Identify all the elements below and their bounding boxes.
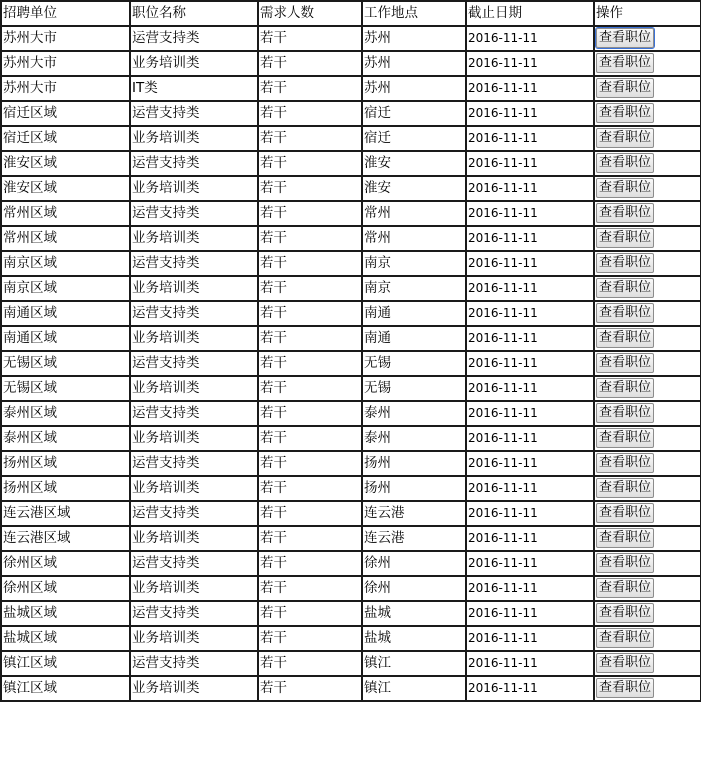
cell-position-name: 运营支持类 <box>130 501 258 526</box>
header-row <box>1 1 701 26</box>
view-position-button[interactable]: 查看职位 <box>596 578 654 598</box>
cell-position-name: 运营支持类 <box>130 201 258 226</box>
cell-action <box>594 151 701 176</box>
cell-action <box>594 676 701 701</box>
cell-headcount: 若干 <box>258 51 362 76</box>
cell-position-name: 业务培训类 <box>130 376 258 401</box>
cell-action <box>594 576 701 601</box>
cell-deadline: 2016-11-11 <box>466 226 594 251</box>
cell-deadline: 2016-11-11 <box>466 451 594 476</box>
cell-headcount: 若干 <box>258 626 362 651</box>
cell-action <box>594 276 701 301</box>
table-header <box>1 1 701 26</box>
header-headcount: 需求人数 <box>258 1 362 26</box>
cell-recruiting-unit: 徐州区域 <box>1 551 130 576</box>
cell-action <box>594 126 701 151</box>
table-body <box>1 26 701 701</box>
view-position-button[interactable]: 查看职位 <box>596 253 654 273</box>
view-position-button[interactable]: 查看职位 <box>596 528 654 548</box>
cell-work-location: 扬州 <box>362 451 466 476</box>
cell-position-name: 业务培训类 <box>130 126 258 151</box>
cell-deadline: 2016-11-11 <box>466 626 594 651</box>
cell-headcount: 若干 <box>258 126 362 151</box>
cell-action <box>594 376 701 401</box>
header-work-location: 工作地点 <box>362 1 466 26</box>
cell-headcount: 若干 <box>258 301 362 326</box>
table-row <box>1 626 701 651</box>
table-row <box>1 376 701 401</box>
cell-deadline: 2016-11-11 <box>466 376 594 401</box>
cell-position-name: 业务培训类 <box>130 426 258 451</box>
table-row <box>1 226 701 251</box>
cell-action <box>594 501 701 526</box>
cell-position-name: 业务培训类 <box>130 176 258 201</box>
view-position-button[interactable]: 查看职位 <box>596 103 654 123</box>
cell-position-name: 业务培训类 <box>130 676 258 701</box>
table-row <box>1 251 701 276</box>
cell-headcount: 若干 <box>258 426 362 451</box>
cell-work-location: 泰州 <box>362 426 466 451</box>
cell-headcount: 若干 <box>258 176 362 201</box>
cell-position-name: 业务培训类 <box>130 226 258 251</box>
cell-recruiting-unit: 苏州大市 <box>1 51 130 76</box>
table-row <box>1 301 701 326</box>
cell-action <box>594 201 701 226</box>
cell-position-name: 运营支持类 <box>130 101 258 126</box>
cell-headcount: 若干 <box>258 476 362 501</box>
cell-work-location: 徐州 <box>362 576 466 601</box>
table-row <box>1 101 701 126</box>
cell-position-name: 运营支持类 <box>130 401 258 426</box>
cell-work-location: 南京 <box>362 251 466 276</box>
cell-deadline: 2016-11-11 <box>466 176 594 201</box>
cell-action <box>594 651 701 676</box>
cell-work-location: 镇江 <box>362 651 466 676</box>
cell-recruiting-unit: 扬州区域 <box>1 451 130 476</box>
cell-recruiting-unit: 南通区域 <box>1 301 130 326</box>
cell-recruiting-unit: 连云港区域 <box>1 501 130 526</box>
cell-headcount: 若干 <box>258 526 362 551</box>
cell-work-location: 盐城 <box>362 626 466 651</box>
cell-action <box>594 176 701 201</box>
cell-deadline: 2016-11-11 <box>466 351 594 376</box>
cell-action <box>594 551 701 576</box>
cell-action <box>594 451 701 476</box>
cell-action <box>594 326 701 351</box>
cell-position-name: 业务培训类 <box>130 476 258 501</box>
view-position-button[interactable]: 查看职位 <box>596 378 654 398</box>
cell-recruiting-unit: 泰州区域 <box>1 426 130 451</box>
cell-headcount: 若干 <box>258 26 362 51</box>
table-row <box>1 451 701 476</box>
cell-position-name: 运营支持类 <box>130 451 258 476</box>
view-position-button[interactable]: 查看职位 <box>596 178 654 198</box>
cell-headcount: 若干 <box>258 501 362 526</box>
cell-work-location: 淮安 <box>362 176 466 201</box>
cell-headcount: 若干 <box>258 676 362 701</box>
table-row <box>1 51 701 76</box>
cell-deadline: 2016-11-11 <box>466 151 594 176</box>
cell-recruiting-unit: 淮安区域 <box>1 151 130 176</box>
cell-recruiting-unit: 无锡区域 <box>1 376 130 401</box>
cell-deadline: 2016-11-11 <box>466 501 594 526</box>
cell-recruiting-unit: 常州区域 <box>1 201 130 226</box>
cell-recruiting-unit: 连云港区域 <box>1 526 130 551</box>
cell-position-name: 运营支持类 <box>130 551 258 576</box>
cell-headcount: 若干 <box>258 276 362 301</box>
cell-action <box>594 76 701 101</box>
table-row <box>1 526 701 551</box>
cell-headcount: 若干 <box>258 601 362 626</box>
cell-deadline: 2016-11-11 <box>466 101 594 126</box>
view-position-button[interactable]: 查看职位 <box>596 228 654 248</box>
cell-headcount: 若干 <box>258 101 362 126</box>
cell-action <box>594 626 701 651</box>
view-position-button[interactable]: 查看职位 <box>596 428 654 448</box>
cell-work-location: 苏州 <box>362 76 466 101</box>
cell-position-name: 业务培训类 <box>130 526 258 551</box>
cell-recruiting-unit: 扬州区域 <box>1 476 130 501</box>
cell-action <box>594 401 701 426</box>
view-position-button[interactable]: 查看职位 <box>596 303 654 323</box>
cell-deadline: 2016-11-11 <box>466 126 594 151</box>
cell-position-name: 运营支持类 <box>130 26 258 51</box>
table-row <box>1 551 701 576</box>
view-position-button[interactable]: 查看职位 <box>596 328 654 348</box>
cell-work-location: 宿迁 <box>362 101 466 126</box>
view-position-button[interactable]: 查看职位 <box>596 53 654 73</box>
view-position-button[interactable]: 查看职位 <box>596 28 654 48</box>
cell-deadline: 2016-11-11 <box>466 276 594 301</box>
cell-action <box>594 51 701 76</box>
cell-headcount: 若干 <box>258 76 362 101</box>
cell-headcount: 若干 <box>258 226 362 251</box>
cell-action <box>594 101 701 126</box>
view-position-button[interactable]: 查看职位 <box>596 628 654 648</box>
header-recruiting-unit: 招聘单位 <box>1 1 130 26</box>
view-position-button[interactable]: 查看职位 <box>596 78 654 98</box>
table-row <box>1 676 701 701</box>
cell-work-location: 镇江 <box>362 676 466 701</box>
cell-deadline: 2016-11-11 <box>466 26 594 51</box>
cell-work-location: 泰州 <box>362 401 466 426</box>
cell-work-location: 淮安 <box>362 151 466 176</box>
cell-headcount: 若干 <box>258 201 362 226</box>
cell-recruiting-unit: 镇江区域 <box>1 651 130 676</box>
cell-recruiting-unit: 盐城区域 <box>1 601 130 626</box>
cell-position-name: 业务培训类 <box>130 326 258 351</box>
cell-deadline: 2016-11-11 <box>466 476 594 501</box>
table-row <box>1 351 701 376</box>
cell-deadline: 2016-11-11 <box>466 401 594 426</box>
table-row <box>1 126 701 151</box>
cell-recruiting-unit: 宿迁区域 <box>1 126 130 151</box>
cell-deadline: 2016-11-11 <box>466 676 594 701</box>
cell-recruiting-unit: 南京区域 <box>1 276 130 301</box>
cell-headcount: 若干 <box>258 151 362 176</box>
table-row <box>1 276 701 301</box>
cell-deadline: 2016-11-11 <box>466 551 594 576</box>
cell-headcount: 若干 <box>258 451 362 476</box>
cell-position-name: 运营支持类 <box>130 251 258 276</box>
cell-deadline: 2016-11-11 <box>466 651 594 676</box>
cell-action <box>594 226 701 251</box>
cell-work-location: 无锡 <box>362 351 466 376</box>
cell-action <box>594 526 701 551</box>
view-position-button[interactable]: 查看职位 <box>596 403 654 423</box>
cell-deadline: 2016-11-11 <box>466 51 594 76</box>
table-row <box>1 201 701 226</box>
cell-headcount: 若干 <box>258 651 362 676</box>
view-position-button[interactable]: 查看职位 <box>596 153 654 173</box>
cell-deadline: 2016-11-11 <box>466 526 594 551</box>
cell-work-location: 无锡 <box>362 376 466 401</box>
cell-deadline: 2016-11-11 <box>466 201 594 226</box>
table-row <box>1 176 701 201</box>
view-position-button[interactable]: 查看职位 <box>596 678 654 698</box>
view-position-button[interactable]: 查看职位 <box>596 653 654 673</box>
cell-position-name: 运营支持类 <box>130 651 258 676</box>
cell-deadline: 2016-11-11 <box>466 251 594 276</box>
table-row <box>1 501 701 526</box>
header-position-name: 职位名称 <box>130 1 258 26</box>
cell-position-name: 业务培训类 <box>130 51 258 76</box>
cell-recruiting-unit: 宿迁区域 <box>1 101 130 126</box>
view-position-button[interactable]: 查看职位 <box>596 353 654 373</box>
cell-work-location: 扬州 <box>362 476 466 501</box>
table-row <box>1 426 701 451</box>
view-position-button[interactable]: 查看职位 <box>596 128 654 148</box>
table-row <box>1 601 701 626</box>
table-row <box>1 76 701 101</box>
cell-action <box>594 601 701 626</box>
view-position-button[interactable]: 查看职位 <box>596 603 654 623</box>
table-row <box>1 151 701 176</box>
view-position-button[interactable]: 查看职位 <box>596 278 654 298</box>
cell-headcount: 若干 <box>258 251 362 276</box>
cell-action <box>594 426 701 451</box>
cell-work-location: 南京 <box>362 276 466 301</box>
cell-position-name: 运营支持类 <box>130 601 258 626</box>
table-row <box>1 576 701 601</box>
table-row <box>1 26 701 51</box>
cell-position-name: 运营支持类 <box>130 151 258 176</box>
cell-headcount: 若干 <box>258 351 362 376</box>
cell-headcount: 若干 <box>258 576 362 601</box>
cell-deadline: 2016-11-11 <box>466 576 594 601</box>
cell-headcount: 若干 <box>258 376 362 401</box>
cell-position-name: 业务培训类 <box>130 576 258 601</box>
cell-work-location: 盐城 <box>362 601 466 626</box>
cell-deadline: 2016-11-11 <box>466 426 594 451</box>
cell-recruiting-unit: 苏州大市 <box>1 76 130 101</box>
cell-work-location: 常州 <box>362 226 466 251</box>
cell-action <box>594 351 701 376</box>
cell-work-location: 连云港 <box>362 526 466 551</box>
cell-recruiting-unit: 南通区域 <box>1 326 130 351</box>
cell-position-name: 业务培训类 <box>130 276 258 301</box>
cell-work-location: 苏州 <box>362 26 466 51</box>
view-position-button[interactable]: 查看职位 <box>596 503 654 523</box>
cell-work-location: 南通 <box>362 301 466 326</box>
cell-work-location: 苏州 <box>362 51 466 76</box>
cell-position-name: 运营支持类 <box>130 351 258 376</box>
cell-recruiting-unit: 泰州区域 <box>1 401 130 426</box>
cell-recruiting-unit: 盐城区域 <box>1 626 130 651</box>
table-row <box>1 326 701 351</box>
cell-action <box>594 301 701 326</box>
view-position-button[interactable]: 查看职位 <box>596 203 654 223</box>
cell-action <box>594 251 701 276</box>
view-position-button[interactable]: 查看职位 <box>596 453 654 473</box>
table-row <box>1 476 701 501</box>
cell-action <box>594 26 701 51</box>
view-position-button[interactable]: 查看职位 <box>596 553 654 573</box>
cell-work-location: 南通 <box>362 326 466 351</box>
cell-recruiting-unit: 南京区域 <box>1 251 130 276</box>
cell-recruiting-unit: 徐州区域 <box>1 576 130 601</box>
cell-recruiting-unit: 常州区域 <box>1 226 130 251</box>
cell-recruiting-unit: 苏州大市 <box>1 26 130 51</box>
cell-position-name: 业务培训类 <box>130 626 258 651</box>
header-deadline: 截止日期 <box>466 1 594 26</box>
cell-position-name: IT类 <box>130 76 258 101</box>
header-action: 操作 <box>594 1 701 26</box>
cell-action <box>594 476 701 501</box>
cell-position-name: 运营支持类 <box>130 301 258 326</box>
cell-recruiting-unit: 无锡区域 <box>1 351 130 376</box>
cell-deadline: 2016-11-11 <box>466 301 594 326</box>
table-row <box>1 651 701 676</box>
cell-work-location: 宿迁 <box>362 126 466 151</box>
cell-deadline: 2016-11-11 <box>466 601 594 626</box>
cell-deadline: 2016-11-11 <box>466 76 594 101</box>
cell-recruiting-unit: 镇江区域 <box>1 676 130 701</box>
cell-work-location: 常州 <box>362 201 466 226</box>
cell-headcount: 若干 <box>258 326 362 351</box>
cell-headcount: 若干 <box>258 401 362 426</box>
view-position-button[interactable]: 查看职位 <box>596 478 654 498</box>
cell-recruiting-unit: 淮安区域 <box>1 176 130 201</box>
cell-work-location: 徐州 <box>362 551 466 576</box>
cell-headcount: 若干 <box>258 551 362 576</box>
cell-deadline: 2016-11-11 <box>466 326 594 351</box>
table-row <box>1 401 701 426</box>
cell-work-location: 连云港 <box>362 501 466 526</box>
